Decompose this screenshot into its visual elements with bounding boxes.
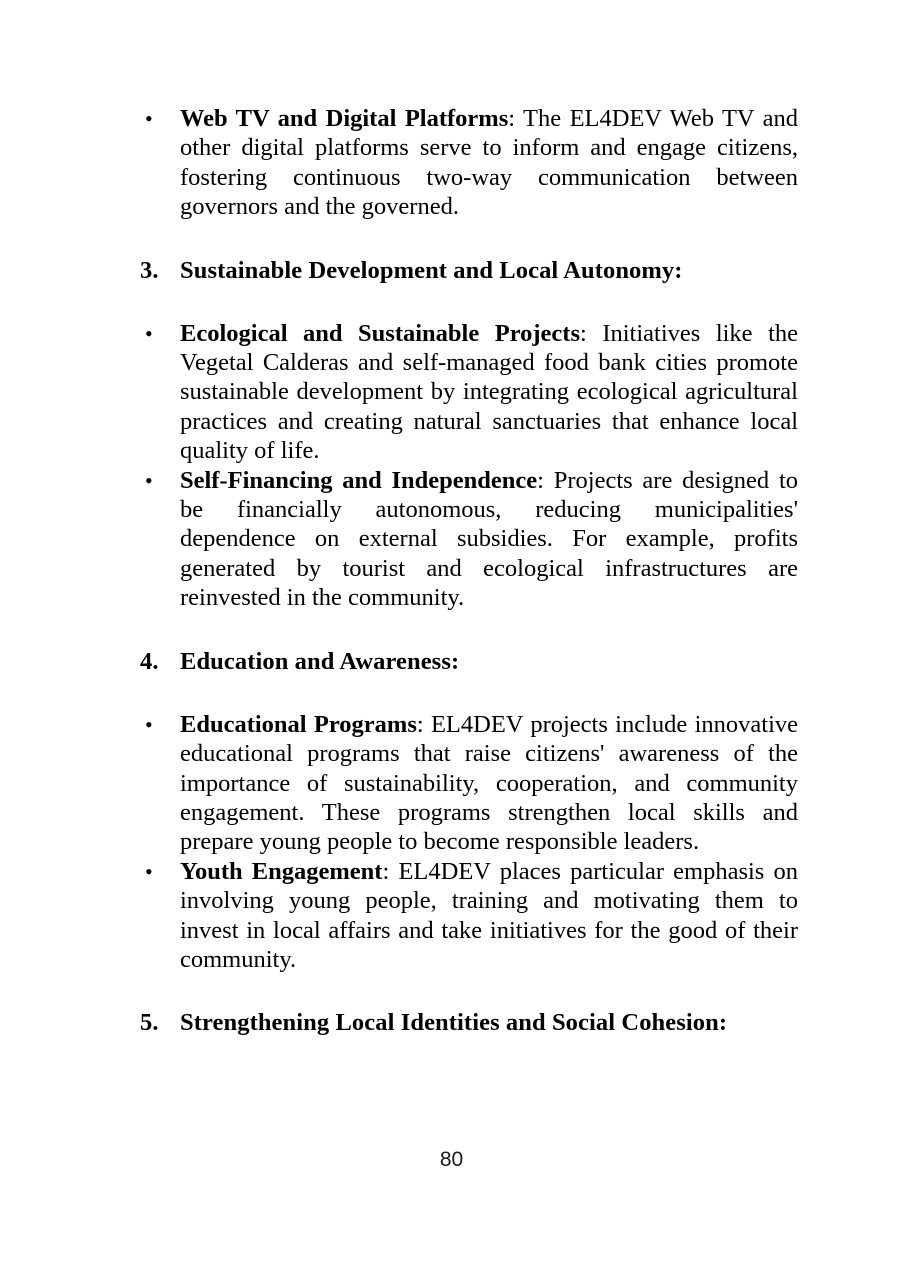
spacer [140, 222, 798, 254]
section-title: Education and Awareness: [180, 647, 460, 675]
section-title: Strengthening Local Identities and Social Cohesion: [180, 1009, 728, 1037]
spacer [140, 678, 798, 710]
bullet-educational-programs [140, 710, 798, 857]
page-number: 80 [439, 1148, 464, 1171]
bullet-body-text: : Initiatives like the Vegetal Calderas and self-managed food bank cities promote sustainable development by integrating ecological agricultural practices and creating natural sanctuaries that enhance local quality of life. [180, 319, 798, 465]
bullet-ecological-and-sustainable-projects [140, 319, 798, 466]
bullet-lead-label: Ecological and Sustainable Projects [180, 319, 580, 347]
bullet-self-financing-and-independence [140, 466, 798, 613]
bullet-dot-icon: • [145, 106, 153, 131]
bullet-web-tv-and-digital-platforms [140, 104, 798, 222]
section-number: 4. [140, 647, 159, 675]
spacer [140, 974, 798, 1006]
section-heading-3 [140, 254, 798, 287]
bullet-lead-label: Self-Financing and Independence [180, 466, 538, 494]
section-heading-4 [140, 645, 798, 678]
spacer [140, 613, 798, 645]
bullet-body-text: : The EL4DEV Web TV and other digital platforms serve to inform and engage citizens, fostering continuous two-way communication between governors and the governed. [180, 105, 798, 221]
bullet-lead-label: Web TV and Digital Platforms [180, 105, 509, 132]
bullet-body-text: : EL4DEV places particular emphasis on involving young people, training and motivating them to invest in local affairs and take initiatives for the good of their community. [180, 857, 799, 973]
bullet-body-text: : Projects are designed to be financially autonomous, reducing municipalities' dependence on external subsidies. For example, profits generated by tourist and ecological infrastructures are reinvested in the community. [180, 466, 799, 612]
spacer [140, 287, 798, 319]
bullet-body-text: : EL4DEV projects include innovative educational programs that raise citizens' awareness of the importance of sustainability, cooperation, and community engagement. These programs strengthen local skills and prepare young people to become responsible leaders. [180, 710, 798, 856]
bullet-lead-label: Youth Engagement [180, 857, 383, 885]
bullet-dot-icon: • [145, 711, 153, 737]
section-number: 5. [140, 1009, 159, 1037]
section-heading-5 [140, 1006, 798, 1039]
bullet-dot-icon: • [145, 320, 153, 346]
section-number: 3. [140, 256, 159, 284]
bullet-youth-engagement [140, 857, 798, 975]
bullet-dot-icon: • [145, 858, 153, 884]
bullet-lead-label: Educational Programs [180, 710, 417, 738]
section-title: Sustainable Development and Local Autonomy: [180, 256, 683, 284]
bullet-dot-icon: • [145, 467, 153, 493]
page-body [140, 104, 798, 1039]
